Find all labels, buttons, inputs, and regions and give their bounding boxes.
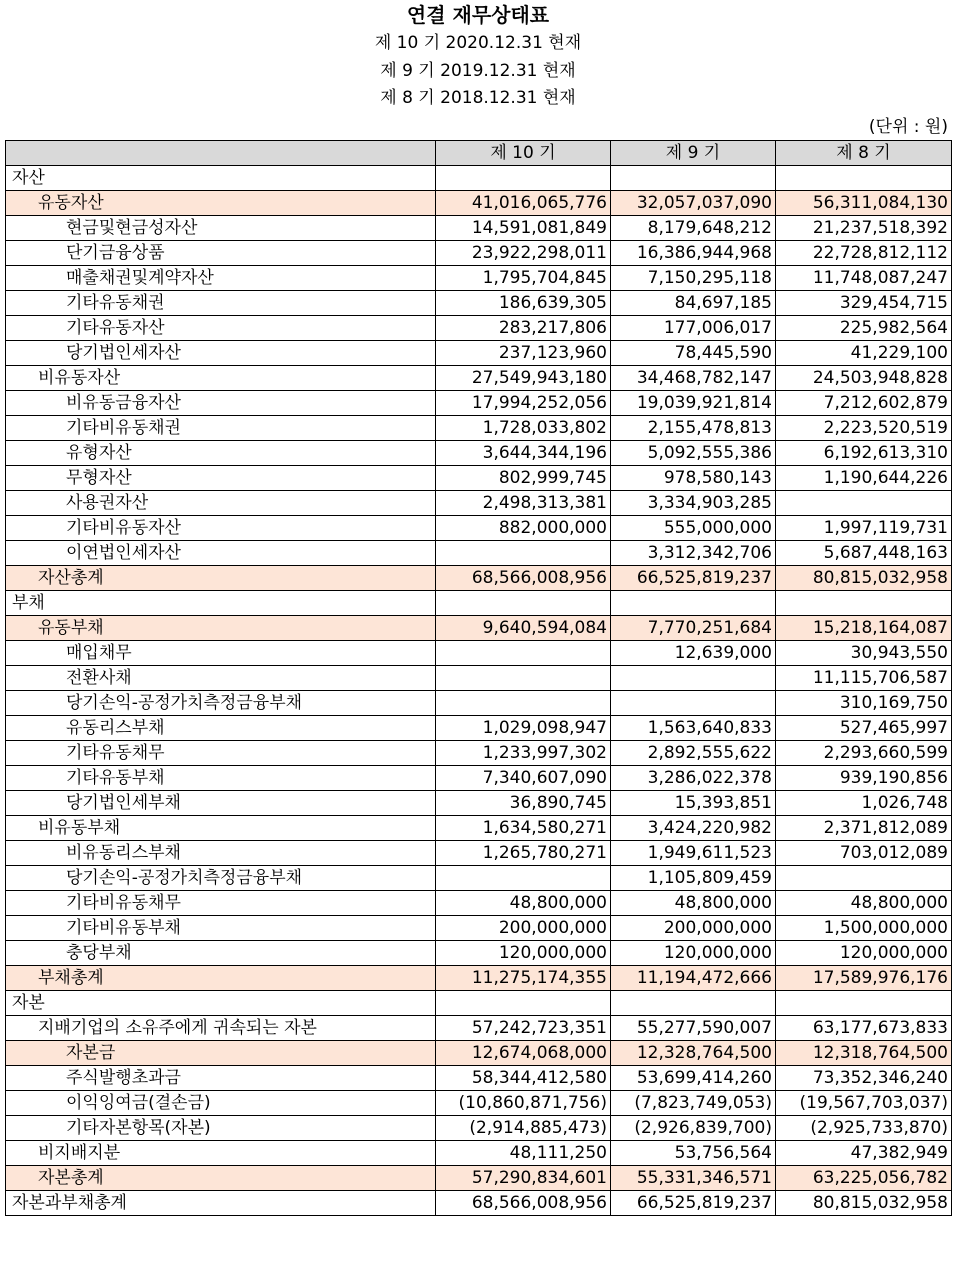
table-row xyxy=(6,816,952,841)
value-period-10: 237,123,960 xyxy=(436,341,611,366)
table-row xyxy=(6,416,952,441)
value-period-8: 73,352,346,240 xyxy=(776,1066,952,1091)
row-label: 비유동금융자산 xyxy=(6,391,436,416)
value-period-8: 80,815,032,958 xyxy=(776,1191,952,1216)
row-label: 유형자산 xyxy=(6,441,436,466)
value-period-10: 68,566,008,956 xyxy=(436,1191,611,1216)
value-period-8: 63,177,673,833 xyxy=(776,1016,952,1041)
value-period-8: 11,115,706,587 xyxy=(776,666,952,691)
value-period-9: (2,926,839,700) xyxy=(611,1116,776,1141)
value-period-8: (19,567,703,037) xyxy=(776,1091,952,1116)
value-period-8: 2,371,812,089 xyxy=(776,816,952,841)
table-row xyxy=(6,666,952,691)
value-period-8: 41,229,100 xyxy=(776,341,952,366)
value-period-10: 1,029,098,947 xyxy=(436,716,611,741)
value-period-9: 200,000,000 xyxy=(611,916,776,941)
table-row xyxy=(6,841,952,866)
row-label: 지배기업의 소유주에게 귀속되는 자본 xyxy=(6,1016,436,1041)
row-label: 충당부채 xyxy=(6,941,436,966)
value-period-8: 47,382,949 xyxy=(776,1141,952,1166)
row-label: 주식발행초과금 xyxy=(6,1066,436,1091)
table-row xyxy=(6,266,952,291)
value-period-10: 2,498,313,381 xyxy=(436,491,611,516)
row-label: 기타유동채무 xyxy=(6,741,436,766)
value-period-9: 3,312,342,706 xyxy=(611,541,776,566)
value-period-9: 120,000,000 xyxy=(611,941,776,966)
balance-sheet-table xyxy=(5,140,952,1216)
value-period-8: 2,293,660,599 xyxy=(776,741,952,766)
value-period-9 xyxy=(611,166,776,191)
value-period-10: 1,233,997,302 xyxy=(436,741,611,766)
value-period-9: 34,468,782,147 xyxy=(611,366,776,391)
value-period-9 xyxy=(611,691,776,716)
value-period-10 xyxy=(436,666,611,691)
row-label: 이익잉여금(결손금) xyxy=(6,1091,436,1116)
table-row xyxy=(6,491,952,516)
row-label: 당기법인세부채 xyxy=(6,791,436,816)
value-period-9: 3,286,022,378 xyxy=(611,766,776,791)
value-period-9: 78,445,590 xyxy=(611,341,776,366)
value-period-9: 66,525,819,237 xyxy=(611,566,776,591)
value-period-8: (2,925,733,870) xyxy=(776,1116,952,1141)
table-row xyxy=(6,1191,952,1216)
value-period-10: 1,795,704,845 xyxy=(436,266,611,291)
row-label: 기타비유동채권 xyxy=(6,416,436,441)
table-row xyxy=(6,316,952,341)
value-period-10 xyxy=(436,691,611,716)
table-row xyxy=(6,1041,952,1066)
value-period-8 xyxy=(776,866,952,891)
table-row xyxy=(6,166,952,191)
value-period-10: 7,340,607,090 xyxy=(436,766,611,791)
period-line-9: 제 9 기 2019.12.31 현재 xyxy=(380,61,576,81)
value-period-8: 703,012,089 xyxy=(776,841,952,866)
value-period-8: 48,800,000 xyxy=(776,891,952,916)
value-period-9: 555,000,000 xyxy=(611,516,776,541)
period-line-8: 제 8 기 2018.12.31 현재 xyxy=(380,88,576,108)
header-label-col xyxy=(6,141,436,166)
row-label: 기타유동부채 xyxy=(6,766,436,791)
value-period-10 xyxy=(436,641,611,666)
table-row xyxy=(6,691,952,716)
row-label: 자본총계 xyxy=(6,1166,436,1191)
value-period-10: 27,549,943,180 xyxy=(436,366,611,391)
value-period-9: 1,105,809,459 xyxy=(611,866,776,891)
table-row xyxy=(6,241,952,266)
value-period-10: 48,111,250 xyxy=(436,1141,611,1166)
table-row xyxy=(6,791,952,816)
table-row xyxy=(6,366,952,391)
row-label: 전환사채 xyxy=(6,666,436,691)
table-row xyxy=(6,191,952,216)
value-period-9: 2,155,478,813 xyxy=(611,416,776,441)
row-label: 자본금 xyxy=(6,1041,436,1066)
value-period-10: 1,634,580,271 xyxy=(436,816,611,841)
value-period-8: 30,943,550 xyxy=(776,641,952,666)
table-row xyxy=(6,391,952,416)
value-period-9 xyxy=(611,591,776,616)
value-period-8: 1,500,000,000 xyxy=(776,916,952,941)
table-row xyxy=(6,716,952,741)
value-period-10: 3,644,344,196 xyxy=(436,441,611,466)
value-period-8: 63,225,056,782 xyxy=(776,1166,952,1191)
table-row xyxy=(6,941,952,966)
value-period-8 xyxy=(776,591,952,616)
value-period-8: 1,026,748 xyxy=(776,791,952,816)
row-label: 단기금융상품 xyxy=(6,241,436,266)
value-period-10: 36,890,745 xyxy=(436,791,611,816)
value-period-8: 7,212,602,879 xyxy=(776,391,952,416)
value-period-9: 2,892,555,622 xyxy=(611,741,776,766)
value-period-9: 7,150,295,118 xyxy=(611,266,776,291)
header-period-8: 제 8 기 xyxy=(776,141,952,166)
table-row xyxy=(6,616,952,641)
value-period-8: 17,589,976,176 xyxy=(776,966,952,991)
unit-label: (단위 : 원) xyxy=(868,117,948,137)
row-label: 비유동자산 xyxy=(6,366,436,391)
report-title: 연결 재무상태표 xyxy=(406,3,550,27)
value-period-10: 11,275,174,355 xyxy=(436,966,611,991)
table-row xyxy=(6,541,952,566)
value-period-10: 14,591,081,849 xyxy=(436,216,611,241)
row-label: 기타비유동채무 xyxy=(6,891,436,916)
header-period-10: 제 10 기 xyxy=(436,141,611,166)
value-period-9: 16,386,944,968 xyxy=(611,241,776,266)
value-period-9 xyxy=(611,666,776,691)
table-row xyxy=(6,966,952,991)
value-period-8: 15,218,164,087 xyxy=(776,616,952,641)
value-period-10: 68,566,008,956 xyxy=(436,566,611,591)
table-row xyxy=(6,591,952,616)
value-period-10 xyxy=(436,541,611,566)
row-label: 매출채권및계약자산 xyxy=(6,266,436,291)
value-period-8: 11,748,087,247 xyxy=(776,266,952,291)
row-label: 현금및현금성자산 xyxy=(6,216,436,241)
row-label: 자산 xyxy=(6,166,436,191)
value-period-10 xyxy=(436,591,611,616)
value-period-9 xyxy=(611,991,776,1016)
row-label: 당기법인세자산 xyxy=(6,341,436,366)
value-period-8 xyxy=(776,991,952,1016)
row-label: 기타유동자산 xyxy=(6,316,436,341)
value-period-10: 58,344,412,580 xyxy=(436,1066,611,1091)
value-period-8: 225,982,564 xyxy=(776,316,952,341)
value-period-9: 84,697,185 xyxy=(611,291,776,316)
row-label: 무형자산 xyxy=(6,466,436,491)
value-period-8 xyxy=(776,166,952,191)
table-row xyxy=(6,916,952,941)
value-period-10: 186,639,305 xyxy=(436,291,611,316)
value-period-10 xyxy=(436,991,611,1016)
value-period-8: 1,997,119,731 xyxy=(776,516,952,541)
value-period-9: 32,057,037,090 xyxy=(611,191,776,216)
row-label: 당기손익-공정가치측정금융부채 xyxy=(6,866,436,891)
table-row xyxy=(6,1141,952,1166)
value-period-8: 21,237,518,392 xyxy=(776,216,952,241)
table-row xyxy=(6,1091,952,1116)
row-label: 비유동부채 xyxy=(6,816,436,841)
value-period-8: 6,192,613,310 xyxy=(776,441,952,466)
table-row xyxy=(6,991,952,1016)
value-period-10: 1,728,033,802 xyxy=(436,416,611,441)
value-period-10: 41,016,065,776 xyxy=(436,191,611,216)
value-period-10: (10,860,871,756) xyxy=(436,1091,611,1116)
row-label: 당기손익-공정가치측정금융부채 xyxy=(6,691,436,716)
row-label: 자본과부채총계 xyxy=(6,1191,436,1216)
value-period-8: 5,687,448,163 xyxy=(776,541,952,566)
value-period-9: 177,006,017 xyxy=(611,316,776,341)
table-row xyxy=(6,1116,952,1141)
table-row xyxy=(6,216,952,241)
row-label: 유동부채 xyxy=(6,616,436,641)
value-period-9: 19,039,921,814 xyxy=(611,391,776,416)
row-label: 이연법인세자산 xyxy=(6,541,436,566)
table-row xyxy=(6,516,952,541)
row-label: 비유동리스부채 xyxy=(6,841,436,866)
table-row xyxy=(6,441,952,466)
header-period-9: 제 9 기 xyxy=(611,141,776,166)
value-period-10: 57,290,834,601 xyxy=(436,1166,611,1191)
value-period-8: 939,190,856 xyxy=(776,766,952,791)
value-period-10: 23,922,298,011 xyxy=(436,241,611,266)
value-period-9: 53,699,414,260 xyxy=(611,1066,776,1091)
value-period-9: 3,424,220,982 xyxy=(611,816,776,841)
row-label: 자본 xyxy=(6,991,436,1016)
value-period-9: 11,194,472,666 xyxy=(611,966,776,991)
value-period-8: 24,503,948,828 xyxy=(776,366,952,391)
table-row xyxy=(6,1066,952,1091)
table-row xyxy=(6,1166,952,1191)
value-period-9: 7,770,251,684 xyxy=(611,616,776,641)
row-label: 부채 xyxy=(6,591,436,616)
value-period-8: 1,190,644,226 xyxy=(776,466,952,491)
table-row xyxy=(6,741,952,766)
value-period-10: 1,265,780,271 xyxy=(436,841,611,866)
table-row xyxy=(6,891,952,916)
value-period-9: 12,639,000 xyxy=(611,641,776,666)
value-period-8: 2,223,520,519 xyxy=(776,416,952,441)
value-period-8: 527,465,997 xyxy=(776,716,952,741)
row-label: 기타유동채권 xyxy=(6,291,436,316)
value-period-9: 1,949,611,523 xyxy=(611,841,776,866)
value-period-9: 53,756,564 xyxy=(611,1141,776,1166)
table-row xyxy=(6,466,952,491)
table-row xyxy=(6,341,952,366)
value-period-10 xyxy=(436,866,611,891)
value-period-8: 22,728,812,112 xyxy=(776,241,952,266)
value-period-10: 120,000,000 xyxy=(436,941,611,966)
value-period-9: 8,179,648,212 xyxy=(611,216,776,241)
value-period-10: 9,640,594,084 xyxy=(436,616,611,641)
table-row xyxy=(6,566,952,591)
value-period-9: (7,823,749,053) xyxy=(611,1091,776,1116)
value-period-9: 12,328,764,500 xyxy=(611,1041,776,1066)
value-period-10: (2,914,885,473) xyxy=(436,1116,611,1141)
value-period-9: 1,563,640,833 xyxy=(611,716,776,741)
value-period-8: 56,311,084,130 xyxy=(776,191,952,216)
value-period-10: 57,242,723,351 xyxy=(436,1016,611,1041)
value-period-9: 5,092,555,386 xyxy=(611,441,776,466)
value-period-9: 15,393,851 xyxy=(611,791,776,816)
row-label: 유동자산 xyxy=(6,191,436,216)
value-period-8: 310,169,750 xyxy=(776,691,952,716)
value-period-9: 55,331,346,571 xyxy=(611,1166,776,1191)
table-row xyxy=(6,641,952,666)
row-label: 부채총계 xyxy=(6,966,436,991)
table-row xyxy=(6,766,952,791)
table-body xyxy=(6,166,952,1216)
table-row xyxy=(6,1016,952,1041)
value-period-9: 3,334,903,285 xyxy=(611,491,776,516)
row-label: 비지배지분 xyxy=(6,1141,436,1166)
value-period-9: 66,525,819,237 xyxy=(611,1191,776,1216)
row-label: 기타비유동자산 xyxy=(6,516,436,541)
value-period-8: 80,815,032,958 xyxy=(776,566,952,591)
row-label: 기타자본항목(자본) xyxy=(6,1116,436,1141)
value-period-8: 329,454,715 xyxy=(776,291,952,316)
row-label: 자산총계 xyxy=(6,566,436,591)
table-row xyxy=(6,866,952,891)
value-period-10: 802,999,745 xyxy=(436,466,611,491)
value-period-8: 12,318,764,500 xyxy=(776,1041,952,1066)
row-label: 사용권자산 xyxy=(6,491,436,516)
value-period-10: 200,000,000 xyxy=(436,916,611,941)
value-period-8 xyxy=(776,491,952,516)
value-period-10: 48,800,000 xyxy=(436,891,611,916)
row-label: 매입채무 xyxy=(6,641,436,666)
value-period-10: 882,000,000 xyxy=(436,516,611,541)
table-header-row xyxy=(6,141,952,166)
value-period-9: 48,800,000 xyxy=(611,891,776,916)
value-period-9: 978,580,143 xyxy=(611,466,776,491)
value-period-10: 17,994,252,056 xyxy=(436,391,611,416)
value-period-9: 55,277,590,007 xyxy=(611,1016,776,1041)
value-period-10 xyxy=(436,166,611,191)
period-line-10: 제 10 기 2020.12.31 현재 xyxy=(374,33,582,53)
row-label: 기타비유동부채 xyxy=(6,916,436,941)
value-period-10: 12,674,068,000 xyxy=(436,1041,611,1066)
row-label: 유동리스부채 xyxy=(6,716,436,741)
value-period-10: 283,217,806 xyxy=(436,316,611,341)
table-row xyxy=(6,291,952,316)
value-period-8: 120,000,000 xyxy=(776,941,952,966)
